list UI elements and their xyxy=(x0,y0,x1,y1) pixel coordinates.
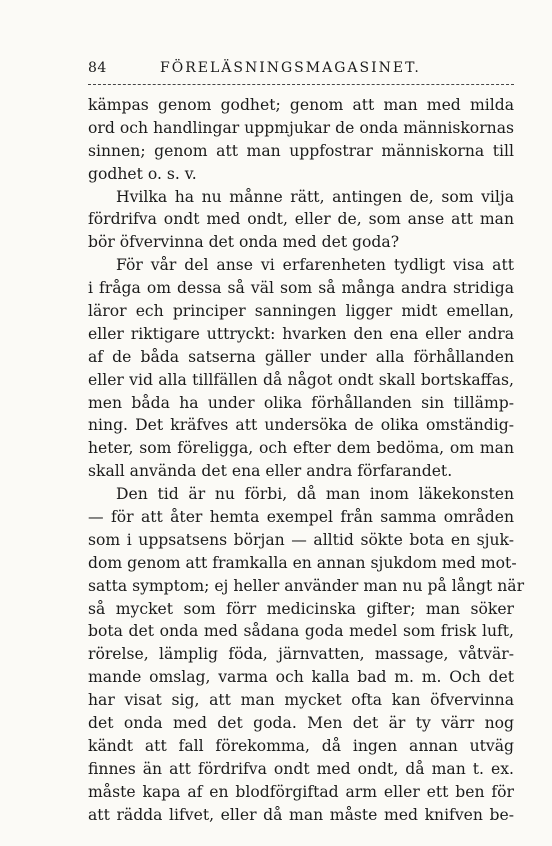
text-line: satta symptom; ej heller använder man nu på långt när xyxy=(88,576,525,595)
page-number: 84 xyxy=(88,60,107,76)
text-line: eller riktigare uttryckt: hvarken den ena eller andra xyxy=(88,324,514,343)
text-line: måste kapa af en blodförgiftad arm eller ett ben för xyxy=(88,782,514,801)
text-line: af de båda satserna gäller under alla förhållanden xyxy=(88,347,514,366)
text-line: skall använda det ena eller andra förfarandet. xyxy=(88,462,453,481)
text-line: mande omslag, varma och kalla bad m. m. Och det xyxy=(88,668,514,687)
body-text xyxy=(88,94,525,827)
text-line: kämpas genom godhet; genom att man med milda xyxy=(88,96,514,114)
text-line: rörelse, lämplig föda, järnvatten, massage, våtvär- xyxy=(88,645,514,664)
text-line: ord och handlingar uppmjukar de onda människornas xyxy=(88,118,514,137)
text-line: Den tid är nu förbi, då man inom läkekonsten xyxy=(116,485,514,504)
text-line: bota det onda med sådana goda medel som frisk luft, xyxy=(88,622,514,641)
text-line: heter, som föreligga, och efter dem bedöma, om man xyxy=(88,439,514,458)
text-line: men båda ha under olika förhållanden sin tillämp- xyxy=(88,393,514,412)
text-line: fördrifva ondt med ondt, eller de, som anse att man xyxy=(88,210,514,229)
text-line: Hvilka ha nu månne rätt, antingen de, som vilja xyxy=(116,187,514,206)
text-line: finnes än att fördrifva ondt med ondt, då man t. ex. xyxy=(88,759,514,778)
page-header xyxy=(88,60,518,80)
text-line: ning. Det kräfves att undersöka de olika omständig- xyxy=(88,416,514,435)
text-line: bör öfvervinna det onda med det goda? xyxy=(88,233,400,252)
text-line: som i uppsatsens början — alltid sökte bota en sjuk- xyxy=(88,530,514,549)
text-line: kändt att fall förekomma, då ingen annan utväg xyxy=(88,736,514,755)
text-line: det onda med det goda. Men det är ty värr nog xyxy=(88,714,514,733)
text-line: godhet o. s. v. xyxy=(88,164,197,183)
text-line: eller vid alla tillfällen då något ondt skall bortskaffas, xyxy=(88,370,514,389)
text-line: För vår del anse vi erfarenheten tydligt visa att xyxy=(116,256,514,275)
text-line: sinnen; genom att man uppfostrar människorna till xyxy=(88,141,514,160)
text-line: så mycket som förr medicinska gifter; man söker xyxy=(88,599,514,618)
running-title: FÖRELÄSNINGSMAGASINET. xyxy=(160,60,421,76)
text-line: — för att åter hemta exempel från samma områden xyxy=(88,508,514,527)
text-line: har visat sig, att man mycket ofta kan öfvervinna xyxy=(88,691,514,710)
text-line: läror ech principer sanningen ligger midt emellan, xyxy=(88,302,514,321)
text-line: i fråga om dessa så väl som så många andra stridiga xyxy=(88,279,514,298)
text-line: att rädda lifvet, eller då man måste med knifven be- xyxy=(88,805,514,824)
header-rule xyxy=(88,84,514,85)
text-line: dom genom att framkalla en annan sjukdom med mot- xyxy=(88,553,517,572)
